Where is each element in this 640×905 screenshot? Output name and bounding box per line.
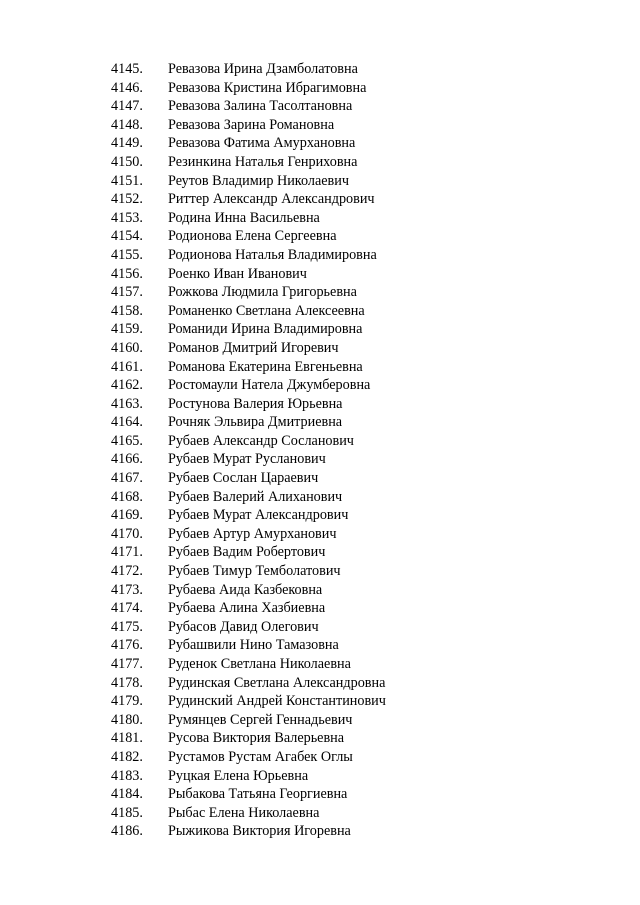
list-item <box>0 190 640 209</box>
entry-number: 4173. <box>111 581 143 598</box>
list-item <box>0 488 640 507</box>
entry-number: 4160. <box>111 339 143 356</box>
entry-name: Рубаев Сослан Цараевич <box>168 470 319 487</box>
list-item <box>0 655 640 674</box>
list-item <box>0 636 640 655</box>
entry-number: 4168. <box>111 488 143 505</box>
list-item <box>0 283 640 302</box>
list-item <box>0 395 640 414</box>
entry-name: Рубашвили Нино Тамазовна <box>168 637 339 654</box>
list-item <box>0 358 640 377</box>
entry-name: Рубаев Вадим Робертович <box>168 544 326 561</box>
entry-name: Рожкова Людмила Григорьевна <box>168 284 357 301</box>
list-item <box>0 562 640 581</box>
entry-name: Резинкина Наталья Генриховна <box>168 153 358 170</box>
list-item <box>0 265 640 284</box>
entry-number: 4148. <box>111 116 143 133</box>
entry-name: Румянцев Сергей Геннадьевич <box>168 711 353 728</box>
entry-number: 4170. <box>111 525 143 542</box>
list-item <box>0 450 640 469</box>
list-item <box>0 97 640 116</box>
list-item <box>0 153 640 172</box>
list-item <box>0 785 640 804</box>
list-item <box>0 711 640 730</box>
entry-name: Роенко Иван Иванович <box>168 265 307 282</box>
entry-name: Родионова Елена Сергеевна <box>168 228 337 245</box>
list-item <box>0 599 640 618</box>
entry-name: Рубасов Давид Олегович <box>168 618 319 635</box>
entry-name: Рубаев Тимур Темболатович <box>168 563 341 580</box>
list-item <box>0 376 640 395</box>
entry-name: Романиди Ирина Владимировна <box>168 321 363 338</box>
entry-name: Рыбакова Татьяна Георгиевна <box>168 786 348 803</box>
entry-name: Рочняк Эльвира Дмитриевна <box>168 414 343 431</box>
list-item <box>0 413 640 432</box>
name-list <box>0 60 640 841</box>
entry-number: 4161. <box>111 358 143 375</box>
entry-number: 4178. <box>111 674 143 691</box>
list-item <box>0 246 640 265</box>
list-item <box>0 674 640 693</box>
list-item <box>0 60 640 79</box>
entry-name: Родионова Наталья Владимировна <box>168 246 377 263</box>
entry-number: 4175. <box>111 618 143 635</box>
entry-number: 4183. <box>111 767 143 784</box>
entry-name: Рудинский Андрей Константинович <box>168 693 386 710</box>
entry-number: 4149. <box>111 135 143 152</box>
entry-number: 4180. <box>111 711 143 728</box>
list-item <box>0 822 640 841</box>
entry-name: Рубаева Аида Казбековна <box>168 581 323 598</box>
entry-name: Родина Инна Васильевна <box>168 209 320 226</box>
entry-name: Ревазова Фатима Амурхановна <box>168 135 356 152</box>
entry-number: 4156. <box>111 265 143 282</box>
entry-number: 4171. <box>111 544 143 561</box>
entry-number: 4182. <box>111 748 143 765</box>
list-item <box>0 618 640 637</box>
entry-name: Рубаев Александр Сосланович <box>168 432 354 449</box>
entry-number: 4179. <box>111 693 143 710</box>
entry-number: 4146. <box>111 79 143 96</box>
entry-name: Романенко Светлана Алексеевна <box>168 302 365 319</box>
list-item <box>0 116 640 135</box>
entry-name: Реутов Владимир Николаевич <box>168 172 349 189</box>
list-item <box>0 172 640 191</box>
entry-name: Русова Виктория Валерьевна <box>168 730 345 747</box>
entry-name: Руденок Светлана Николаевна <box>168 656 351 672</box>
list-item <box>0 79 640 98</box>
entry-name: Рыбас Елена Николаевна <box>168 804 320 821</box>
entry-name: Рубаев Артур Амурханович <box>168 525 337 542</box>
entry-number: 4174. <box>111 600 143 617</box>
entry-number: 4177. <box>111 656 143 672</box>
entry-name: Ревазова Залина Тасолтановна <box>168 98 353 115</box>
list-item <box>0 432 640 451</box>
list-item <box>0 134 640 153</box>
entry-number: 4158. <box>111 302 143 319</box>
entry-number: 4172. <box>111 563 143 580</box>
entry-name: Рудинская Светлана Александровна <box>168 674 386 691</box>
list-item <box>0 506 640 525</box>
entry-number: 4163. <box>111 395 143 412</box>
entry-number: 4152. <box>111 191 143 208</box>
entry-name: Ростунова Валерия Юрьевна <box>168 395 343 412</box>
entry-name: Рубаева Алина Хазбиевна <box>168 600 326 617</box>
entry-name: Ревазова Зарина Романовна <box>168 116 335 133</box>
entry-number: 4150. <box>111 153 143 170</box>
entry-number: 4155. <box>111 246 143 263</box>
entry-name: Романов Дмитрий Игоревич <box>168 339 339 356</box>
entry-number: 4145. <box>111 61 143 77</box>
list-item <box>0 767 640 786</box>
entry-number: 4154. <box>111 228 143 245</box>
list-item <box>0 692 640 711</box>
entry-number: 4157. <box>111 284 143 301</box>
list-item <box>0 302 640 321</box>
entry-name: Ростомаули Натела Джумберовна <box>168 377 371 394</box>
entry-name: Рустамов Рустам Агабек Оглы <box>168 748 353 765</box>
entry-number: 4166. <box>111 451 143 468</box>
entry-number: 4186. <box>111 823 143 840</box>
entry-number: 4176. <box>111 637 143 654</box>
list-item <box>0 469 640 488</box>
list-item <box>0 339 640 358</box>
list-item <box>0 804 640 823</box>
list-item <box>0 748 640 767</box>
entry-name: Рубаев Мурат Александрович <box>168 507 349 524</box>
entry-number: 4151. <box>111 172 143 189</box>
entry-name: Романова Екатерина Евгеньевна <box>168 358 363 375</box>
entry-number: 4167. <box>111 470 143 487</box>
list-item <box>0 543 640 562</box>
entry-number: 4159. <box>111 321 143 338</box>
entry-number: 4185. <box>111 804 143 821</box>
entry-name: Ревазова Ирина Дзамболатовна <box>168 61 358 77</box>
entry-number: 4181. <box>111 730 143 747</box>
list-item <box>0 581 640 600</box>
entry-number: 4165. <box>111 432 143 449</box>
list-item <box>0 227 640 246</box>
entry-number: 4153. <box>111 209 143 226</box>
list-item <box>0 320 640 339</box>
entry-name: Ревазова Кристина Ибрагимовна <box>168 79 367 96</box>
entry-number: 4162. <box>111 377 143 394</box>
entry-number: 4164. <box>111 414 143 431</box>
entry-name: Риттер Александр Александрович <box>168 191 375 208</box>
entry-number: 4184. <box>111 786 143 803</box>
entry-number: 4147. <box>111 98 143 115</box>
entry-name: Рубаев Мурат Русланович <box>168 451 326 468</box>
entry-number: 4169. <box>111 507 143 524</box>
list-item <box>0 209 640 228</box>
entry-name: Рыжикова Виктория Игоревна <box>168 823 351 840</box>
entry-name: Руцкая Елена Юрьевна <box>168 767 309 784</box>
entry-name: Рубаев Валерий Алиханович <box>168 488 343 505</box>
list-item <box>0 525 640 544</box>
list-item <box>0 729 640 748</box>
